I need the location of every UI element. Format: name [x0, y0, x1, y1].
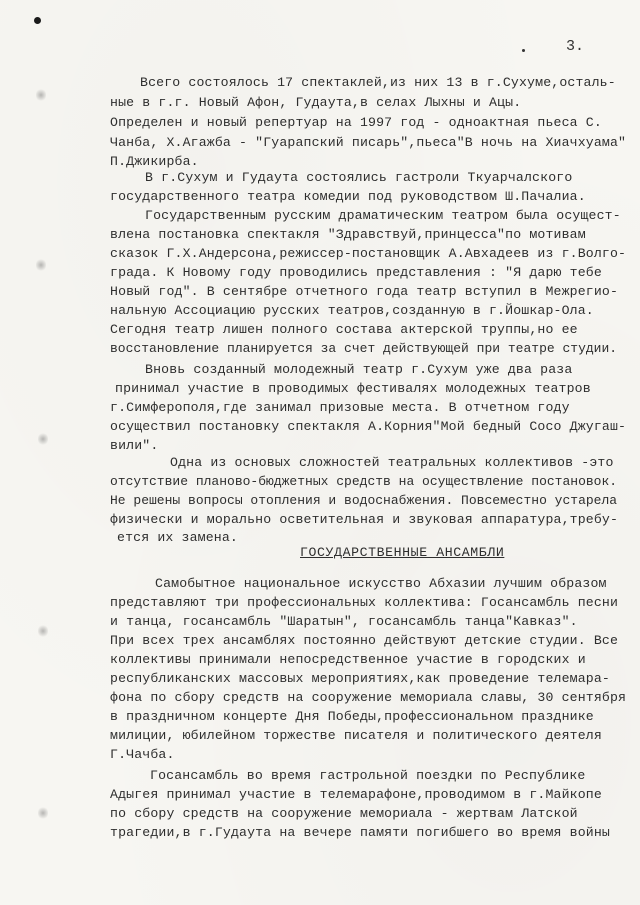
- section-heading: ГОСУДАРСТВЕННЫЕ АНСАМБЛИ: [300, 545, 505, 560]
- text-line: В г.Сухум и Гудаута состоялись гастроли Ткуарчалского: [145, 170, 573, 185]
- text-line: государственного театра комедии под руководством Ш.Пачалиа.: [110, 189, 586, 204]
- text-line: республиканских массовых мероприятиях,как проведение телемара-: [110, 671, 610, 686]
- text-line: града. К Новому году проводились представления : "Я дарю тебе: [110, 265, 602, 280]
- text-line: Государственным русским драматическим театром была осущест-: [145, 208, 621, 223]
- text-line: Г.Чачба.: [110, 747, 175, 762]
- text-line: Адыгея принимал участие в телемарафоне,проводимом в г.Майкопе: [110, 787, 602, 802]
- text-line: восстановление планируется за счет действующей при театре студии.: [110, 341, 618, 356]
- page-number: 3.: [566, 38, 585, 55]
- text-line: физически и морально осветительная и звуковая аппаратура,требу-: [110, 512, 619, 527]
- text-line: Не решены вопросы отопления и водоснабжения. Повсеместно устарела: [110, 493, 618, 508]
- margin-smudge: [38, 432, 48, 446]
- margin-smudge: [36, 88, 46, 102]
- text-line: Новый год". В сентябре отчетного года театр вступил в Межрегио-: [110, 284, 619, 299]
- text-line: в праздничном концерте Дня Победы,профессиональном празднике: [110, 709, 594, 724]
- text-line: нальную Ассоциацию русских театров,созданную в г.Йошкар-Ола.: [110, 303, 594, 318]
- text-line: осуществил постановку спектакля А.Корния"Мой бедный Сосо Джугаш-: [110, 419, 627, 434]
- text-line: по сбору средств на сооружение мемориала - жертвам Латской: [110, 806, 578, 821]
- text-line: ется их замена.: [117, 530, 238, 545]
- text-line: Одна из основых сложностей театральных коллективов -это: [170, 455, 614, 470]
- text-line: трагедии,в г.Гудаута на вечере памяти погибшего во время войны: [110, 825, 610, 840]
- text-line: влена постановка спектакля "Здравствуй,принцесса"по мотивам: [110, 227, 586, 242]
- text-line: фона по сбору средств на сооружение мемориала славы, 30 сентября: [110, 690, 627, 705]
- text-line: При всех трех ансамблях постоянно действуют детские студии. Все: [110, 633, 619, 648]
- text-line: Самобытное национальное искусство Абхазии лучшим образом: [155, 576, 607, 591]
- text-line: Сегодня театр лишен полного состава актерской труппы,но ее: [110, 322, 578, 337]
- text-line: милиции, юбилейном торжестве писателя и политического деятеля: [110, 728, 602, 743]
- margin-smudge: [38, 624, 48, 638]
- text-line: коллективы принимали непосредственное участие в городских и: [110, 652, 586, 667]
- header-dot: [522, 49, 525, 52]
- text-line: Определен и новый репертуар на 1997 год - одноактная пьеса С.: [110, 115, 602, 130]
- text-line: П.Джикирба.: [110, 154, 199, 169]
- binder-hole-mark: [34, 17, 41, 24]
- text-line: Вновь созданный молодежный театр г.Сухум уже два раза: [145, 362, 573, 377]
- text-line: представляют три профессиональных коллектива: Госансамбль песни: [110, 595, 619, 610]
- text-line: Чанба, Х.Агажба - "Гуарапский писарь",пьеса"В ночь на Хиачхуама": [110, 135, 627, 150]
- margin-smudge: [36, 258, 46, 272]
- text-line: Всего состоялось 17 спектаклей,из них 13 в г.Сухуме,осталь-: [140, 75, 616, 90]
- text-line: сказок Г.Х.Андерсона,режиссер-постановщик А.Авхадеев из г.Волго-: [110, 246, 627, 261]
- margin-smudge: [38, 806, 48, 820]
- text-line: отсутствие планово-бюджетных средств на осуществление постановок.: [110, 474, 618, 489]
- text-line: вили".: [110, 438, 159, 453]
- text-line: принимал участие в проводимых фестивалях молодежных театров: [115, 381, 591, 396]
- text-line: г.Симферополя,где занимал призовые места. В отчетном году: [110, 400, 570, 415]
- text-line: Госансамбль во время гастрольной поездки по Республике: [150, 768, 586, 783]
- text-line: и танца, госансамбль "Шаратын", госансамбль танца"Кавказ".: [110, 614, 578, 629]
- text-line: ные в г.г. Новый Афон, Гудаута,в селах Лыхны и Ацы.: [110, 95, 522, 110]
